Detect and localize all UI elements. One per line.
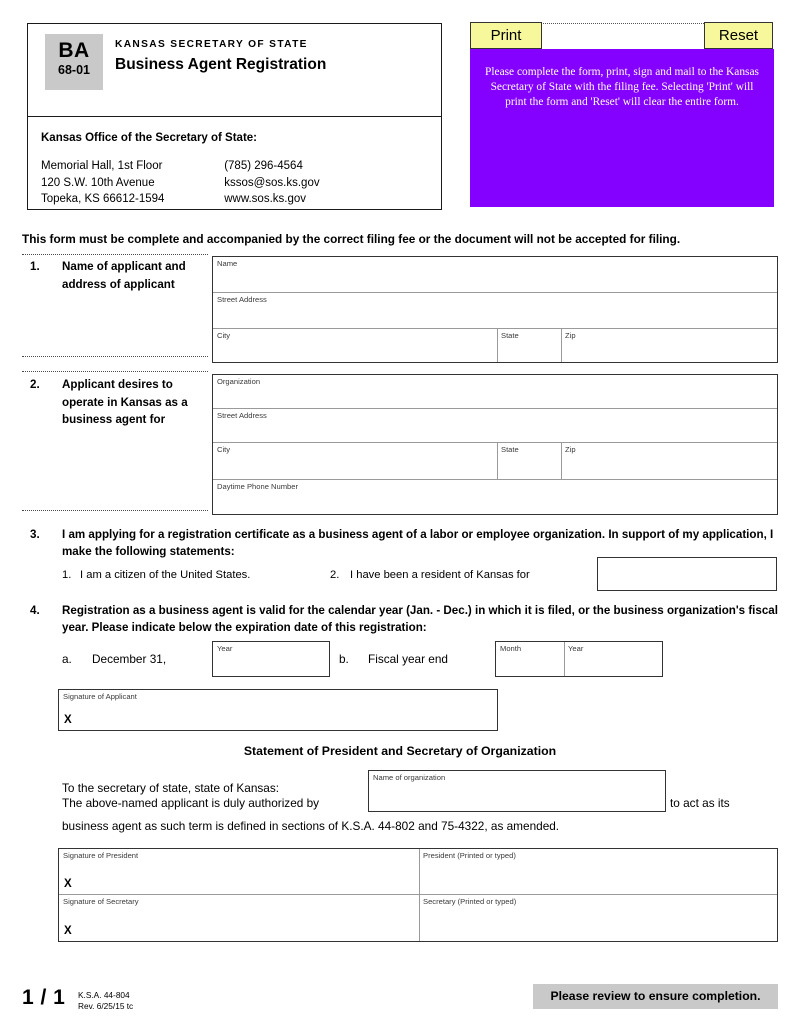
toolbar-dotted-rule bbox=[540, 23, 706, 24]
secretary-signature-caption: Signature of Secretary bbox=[63, 897, 139, 906]
organization-name-row[interactable] bbox=[213, 375, 777, 409]
section4-option-b-letter: b. bbox=[339, 652, 349, 666]
secretary-signature-mark: X bbox=[64, 925, 72, 937]
form-code-badge bbox=[45, 34, 103, 90]
reset-button[interactable]: Reset bbox=[704, 22, 773, 49]
header-title-row bbox=[28, 24, 441, 117]
address-line-1: Memorial Hall, 1st Floor bbox=[41, 160, 163, 172]
fiscal-month-caption: Month bbox=[500, 644, 522, 653]
office-heading: Kansas Office of the Secretary of State: bbox=[41, 132, 258, 144]
organization-zip-caption: Zip bbox=[565, 445, 576, 454]
organization-name-field[interactable] bbox=[368, 770, 666, 812]
organization-field-caption: Name of organization bbox=[373, 773, 446, 782]
table-row bbox=[59, 849, 777, 895]
print-button[interactable]: Print bbox=[470, 22, 542, 49]
section1-bottom-rule bbox=[22, 356, 208, 357]
secretary-printed-caption: Secretary (Printed or typed) bbox=[423, 897, 517, 906]
organization-phone-caption: Daytime Phone Number bbox=[217, 482, 299, 491]
section3-number: 3. bbox=[30, 528, 40, 541]
header-titles bbox=[115, 38, 326, 75]
calendar-year-caption: Year bbox=[217, 644, 233, 653]
applicant-city-caption: City bbox=[217, 331, 231, 340]
fiscal-field-divider bbox=[564, 642, 565, 676]
statement-line-3: business agent as such term is defined in sections of K.S.A. 44-802 and 75-4322, as amended. bbox=[62, 819, 560, 833]
page-title: Business Agent Registration bbox=[115, 56, 327, 73]
page-number: 1 / 1 bbox=[22, 986, 66, 1009]
section1-label: Name of applicant and address of applicant bbox=[62, 260, 186, 291]
organization-state-caption: State bbox=[501, 445, 519, 454]
form-code: BA bbox=[58, 39, 90, 62]
organization-street-row[interactable] bbox=[213, 409, 777, 443]
office-address-block bbox=[41, 158, 441, 208]
section4-option-a-letter: a. bbox=[62, 652, 72, 666]
agency-header-box bbox=[27, 23, 442, 210]
section2-number: 2. bbox=[30, 378, 40, 391]
section2-label: Applicant desires to operate in Kansas as a business agent for bbox=[62, 378, 188, 426]
organization-street-caption: Street Address bbox=[217, 411, 267, 420]
statement-line-1: To the secretary of state, state of Kansas: bbox=[62, 781, 280, 795]
section1-divider-zip bbox=[561, 329, 562, 362]
organization-phone-row[interactable] bbox=[213, 480, 777, 513]
section3-item1-text: I am a citizen of the United States. bbox=[80, 569, 251, 581]
website-url: www.sos.ks.gov bbox=[224, 193, 307, 205]
section4-option-a-text: December 31, bbox=[92, 652, 167, 666]
section3-item2-number: 2. bbox=[330, 569, 340, 581]
president-signature-caption: Signature of President bbox=[63, 851, 139, 860]
statute-reference bbox=[78, 990, 133, 1011]
section1-number: 1. bbox=[30, 260, 40, 273]
president-row-divider bbox=[419, 849, 420, 894]
section3-item1-number: 1. bbox=[62, 569, 72, 581]
email-address: kssos@sos.ks.gov bbox=[224, 176, 320, 189]
applicant-signature-caption: Signature of Applicant bbox=[63, 692, 137, 701]
fiscal-year-caption: Year bbox=[568, 644, 584, 653]
organization-name-caption: Organization bbox=[217, 377, 261, 386]
revision-date: Rev. 6/25/15 tc bbox=[78, 1000, 134, 1011]
phone-number: (785) 296-4564 bbox=[224, 160, 303, 172]
applicant-street-row[interactable] bbox=[213, 293, 777, 329]
section4-option-b-text: Fiscal year end bbox=[368, 652, 448, 666]
section3-item2-text: I have been a resident of Kansas for bbox=[350, 569, 530, 581]
statement-line-2-after: to act as its bbox=[670, 796, 730, 810]
section2-divider-state bbox=[497, 443, 498, 479]
applicant-citystatezip-row bbox=[213, 329, 777, 362]
applicant-zip-caption: Zip bbox=[565, 331, 576, 340]
statement-heading: Statement of President and Secretary of Organization bbox=[243, 744, 557, 758]
section1-divider-state bbox=[497, 329, 498, 362]
president-printed-caption: President (Printed or typed) bbox=[423, 851, 516, 860]
agency-name: KANSAS SECRETARY OF STATE bbox=[115, 39, 308, 50]
instructions-notice: Please complete the form, print, sign and mail to the Kansas Secretary of State with the filing fee. Selecting 'Print' will print the form and 'Reset' will clear the entire form. bbox=[470, 49, 774, 207]
section3-text: I am applying for a registration certificate as a business agent of a labor or employee organization. In support of my application, I make the following statements: bbox=[62, 528, 774, 558]
section4-text: Registration as a business agent is valid for the calendar year (Jan. - Dec.) in which it is filed, or the business organization's fiscal year. Please indicate below the expiration date of this registration: bbox=[62, 604, 778, 634]
officer-signature-grid bbox=[58, 848, 778, 942]
organization-city-caption: City bbox=[217, 445, 231, 454]
section4-number: 4. bbox=[30, 604, 40, 617]
contact-details bbox=[224, 158, 319, 208]
applicant-name-row[interactable] bbox=[213, 257, 777, 293]
review-notice: Please review to ensure completion. bbox=[533, 984, 778, 1009]
address-line-2: 120 S.W. 10th Avenue bbox=[41, 176, 155, 189]
applicant-name-caption: Name bbox=[217, 259, 238, 268]
applicant-state-caption: State bbox=[501, 331, 519, 340]
section2-fields bbox=[212, 374, 778, 515]
fiscal-year-end-field bbox=[495, 641, 663, 677]
section2-divider-zip bbox=[561, 443, 562, 479]
applicant-signature-field[interactable] bbox=[58, 689, 498, 731]
residency-duration-field[interactable] bbox=[597, 557, 777, 591]
secretary-row-divider bbox=[419, 895, 420, 941]
statute-number: K.S.A. 44-804 bbox=[78, 990, 130, 1000]
table-row bbox=[59, 895, 777, 941]
mailing-address bbox=[41, 158, 221, 208]
section2-top-rule bbox=[22, 371, 208, 372]
applicant-signature-mark: X bbox=[64, 714, 72, 726]
applicant-street-caption: Street Address bbox=[217, 295, 267, 304]
section1-top-rule bbox=[22, 254, 208, 255]
calendar-year-field[interactable] bbox=[212, 641, 330, 677]
section2-bottom-rule bbox=[22, 510, 208, 511]
statement-line-2-before: The above-named applicant is duly authorized by bbox=[62, 796, 320, 810]
organization-citystatezip-row bbox=[213, 443, 777, 480]
form-number: 68-01 bbox=[58, 63, 90, 77]
header-contact-row bbox=[28, 117, 441, 208]
address-line-3: Topeka, KS 66612-1594 bbox=[41, 193, 165, 205]
filing-instruction: This form must be complete and accompanied by the correct filing fee or the document will not be accepted for filing. bbox=[22, 232, 681, 246]
section1-fields bbox=[212, 256, 778, 363]
president-signature-mark: X bbox=[64, 878, 72, 890]
